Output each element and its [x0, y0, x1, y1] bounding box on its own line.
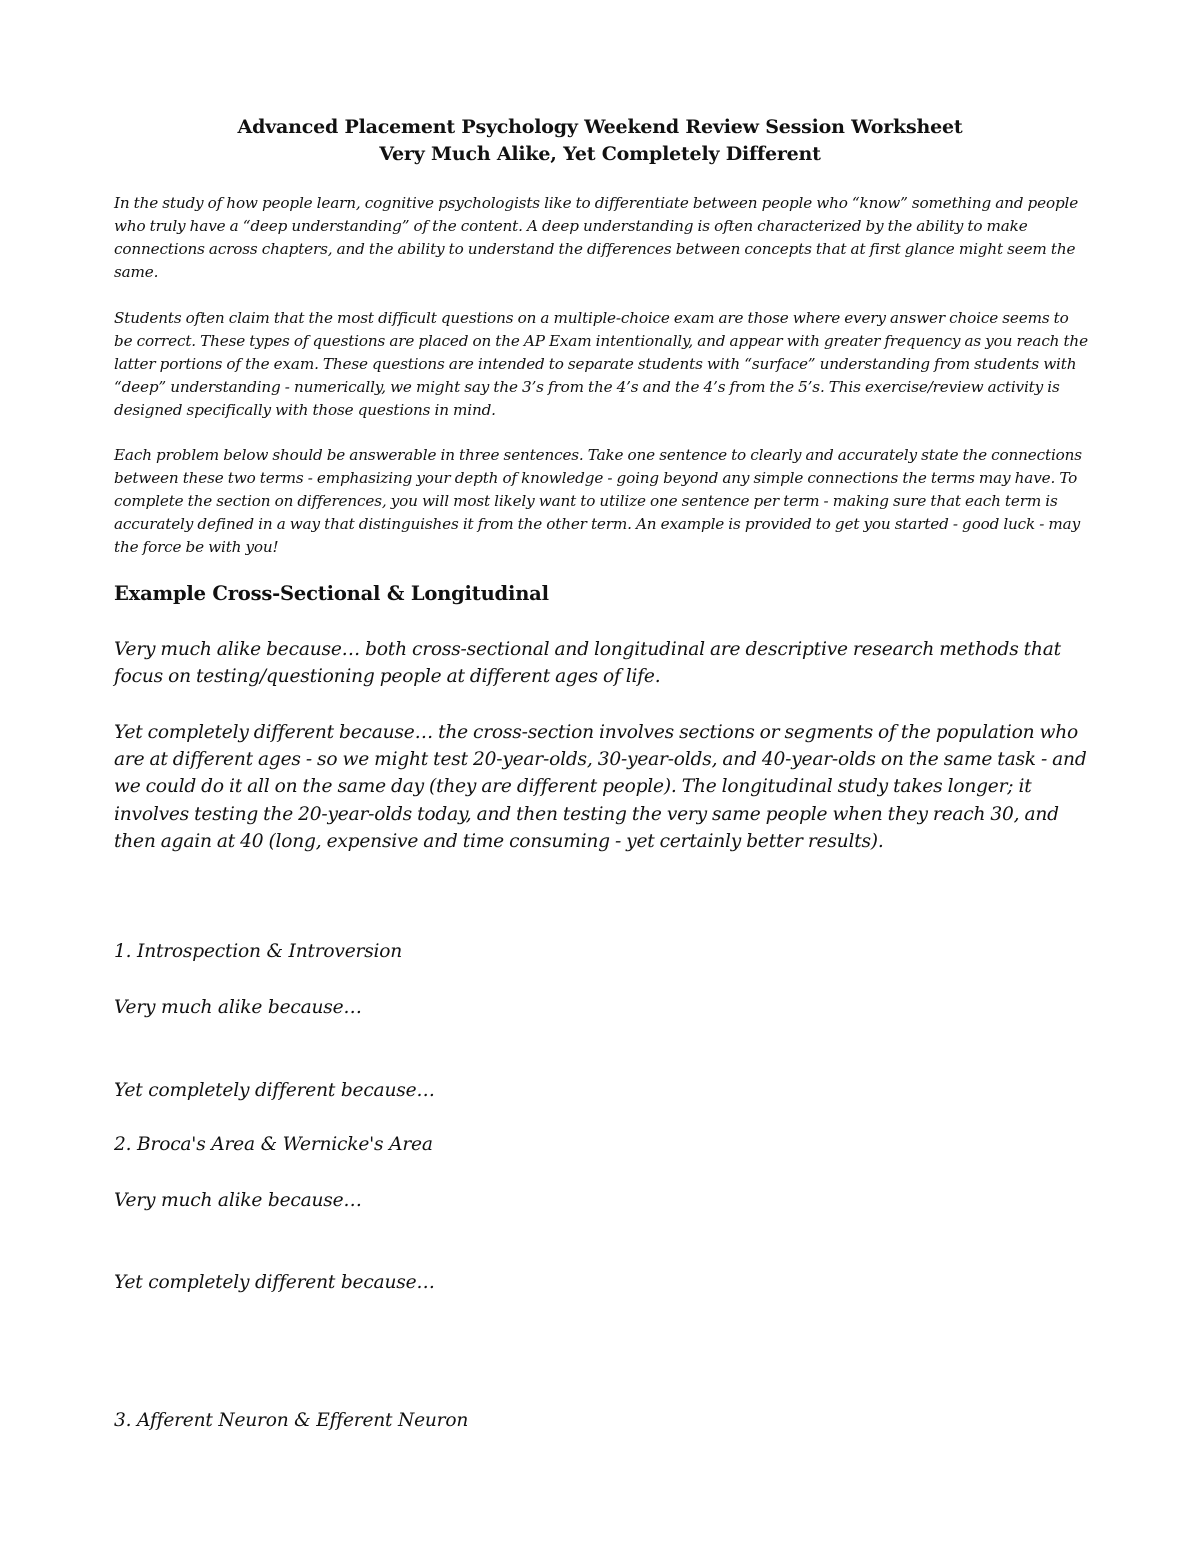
example-different: Yet completely different because… the cross-section involves sections or segments of the population who are at different ages - so we might test 20-year-olds, 30-year-olds, and 40-year-olds on the same task - and we could do it all on the same day (they are different people). The longitudinal study takes longer; it involves testing the 20-year-olds today, and then testing the very same people when they reach 30, and then again at 40 (long, expensive and time consuming - yet certainly better results). [114, 722, 1087, 852]
intro-paragraph-1: In the study of how people learn, cognitive psychologists like to differentiate between people who “know” something and people who truly have a “deep understanding” of the content. A deep understanding is often characterized by the ability to make connections across chapters, and the ability to understand the differences between concepts that at first glance might seem the same. [114, 194, 1079, 281]
problem-3-title: 3. Afferent Neuron & Efferent Neuron [114, 1410, 469, 1431]
problem-2-alike: Very much alike because… [114, 1190, 362, 1211]
problem-1-title: 1. Introspection & Introversion [114, 941, 403, 962]
problem-2-title: 2. Broca's Area & Wernicke's Area [114, 1134, 433, 1155]
problem-1-alike: Very much alike because… [114, 997, 362, 1018]
problem-2-different: Yet completely different because… [114, 1272, 435, 1293]
problem-1-different: Yet completely different because… [114, 1080, 435, 1101]
example-alike: Very much alike because… both cross-sectional and longitudinal are descriptive research methods that focus on testing/questioning people at different ages of life. [114, 639, 1061, 688]
example-heading: Example Cross-Sectional & Longitudinal [114, 582, 549, 605]
intro-paragraph-3: Each problem below should be answerable in three sentences. Take one sentence to clearly and accurately state the connections between these two terms - emphasizing your depth of knowledge - going beyond any simple connections the terms may have. To complete the section on differences, you will most likely want to utilize one sentence per term - making sure that each term is accurately defined in a way that distinguishes it from the other term. An example is provided to get you started - good luck - may the force be with you! [114, 446, 1082, 556]
page-subtitle: Very Much Alike, Yet Completely Different [379, 143, 821, 165]
intro-paragraph-2: Students often claim that the most difficult questions on a multiple-choice exam are those where every answer choice seems to be correct. These types of questions are placed on the AP Exam intentionally, and appear with greater frequency as you reach the latter portions of the exam. These questions are intended to separate students with “surface” understanding from students with “deep” understanding - numerically, we might say the 3’s from the 4’s and the 4’s from the 5’s. This exercise/review activity is designed specifically with those questions in mind. [114, 309, 1088, 419]
page-title: Advanced Placement Psychology Weekend Review Session Worksheet [237, 116, 963, 138]
